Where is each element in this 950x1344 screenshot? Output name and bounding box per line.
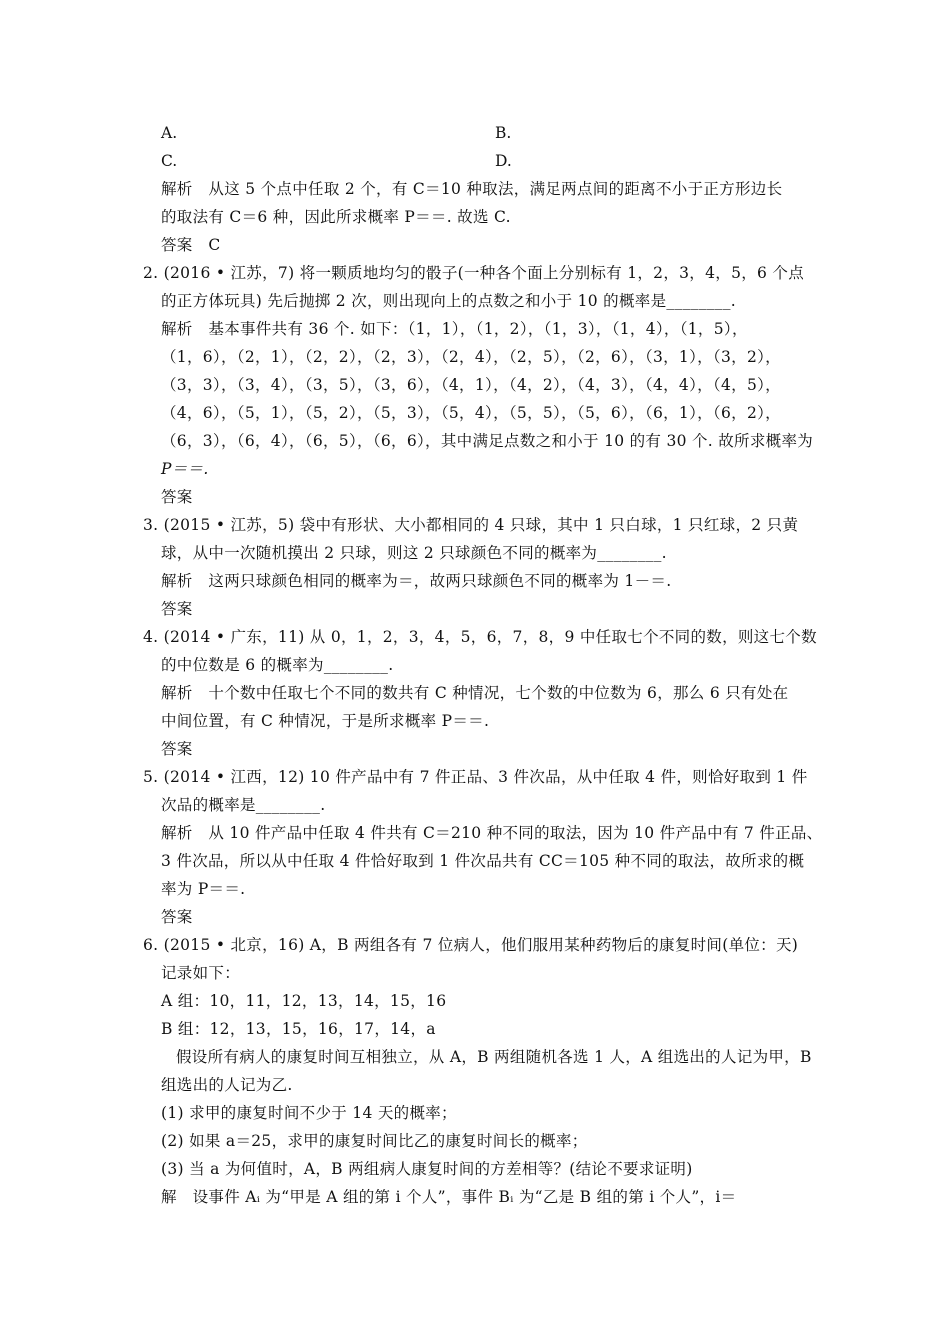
- sub-question-2: (2) 如果 a＝25，求甲的康复时间比乙的康复时间长的概率；: [161, 1132, 588, 1150]
- answer-label: 答案: [161, 740, 193, 758]
- question-3: 3. (2015 • 江苏，5) 袋中有形状、大小都相同的 4 只球，其中 1 只白球，1 只红球，2 只黄: [143, 516, 799, 534]
- text-line: 组选出的人记为乙.: [161, 1076, 293, 1094]
- text-line: 解析 十个数中任取七个不同的数共有 C 种情况，七个数的中位数为 6，那么 6 只有处在: [161, 684, 789, 702]
- sub-question-1: (1) 求甲的康复时间不少于 14 天的概率；: [161, 1104, 457, 1122]
- text-line: 的取法有 C＝6 种，因此所求概率 P＝＝. 故选 C.: [161, 208, 511, 226]
- option-b: B.: [495, 124, 512, 142]
- text-line: 球，从中一次随机摸出 2 只球，则这 2 只球颜色不同的概率为________.: [161, 544, 667, 562]
- text-line: 的中位数是 6 的概率为________.: [161, 656, 394, 674]
- answer-label: 答案: [161, 488, 193, 506]
- text-line: 答案 C: [161, 236, 221, 254]
- text-line: （4，6），（5，1），（5，2），（5，3），（5，4），（5，5），（5，6），（6，1），（6，2），: [161, 404, 781, 422]
- text-line: 记录如下：: [161, 964, 241, 982]
- text-line: 中间位置，有 C 种情况，于是所求概率 P＝＝.: [161, 712, 490, 730]
- text-line: 的正方体玩具) 先后抛掷 2 次，则出现向上的点数之和小于 10 的概率是________.: [161, 292, 736, 310]
- text-line: 3 件次品，所以从中任取 4 件恰好取到 1 件次品共有 CC＝105 种不同的取法，故所求的概: [161, 852, 805, 870]
- option-d: D.: [495, 152, 512, 170]
- option-a: A.: [161, 124, 178, 142]
- answer-label: 答案: [161, 908, 193, 926]
- text-line: （6，3），（6，4），（6，5），（6，6），其中满足点数之和小于 10 的有 30 个. 故所求概率为: [161, 432, 814, 450]
- option-c: C.: [161, 152, 178, 170]
- text-line: 解析 从 10 件产品中任取 4 件共有 C＝210 种不同的取法，因为 10 件产品中有 7 件正品、: [161, 824, 823, 842]
- text-line: 解析 这两只球颜色相同的概率为＝，故两只球颜色不同的概率为 1－＝.: [161, 572, 672, 590]
- text-line: 假设所有病人的康复时间互相独立，从 A，B 两组随机各选 1 人，A 组选出的人记为甲，B: [176, 1048, 812, 1066]
- text-line: （1，6），（2，1），（2，2），（2，3），（2，4），（2，5），（2，6），（3，1），（3，2），: [161, 348, 781, 366]
- question-4: 4. (2014 • 广东，11) 从 0，1，2，3，4，5，6，7，8，9 中任取七个不同的数，则这七个数: [143, 628, 817, 646]
- text-line: 率为 P＝＝.: [161, 880, 246, 898]
- text-line: 次品的概率是________.: [161, 796, 326, 814]
- solution-line: 解 设事件 Aᵢ 为“甲是 A 组的第 i 个人”，事件 Bᵢ 为“乙是 B 组的第 i 个人”，i＝: [161, 1188, 737, 1206]
- text-line: 解析 从这 5 个点中任取 2 个，有 C＝10 种取法，满足两点间的距离不小于正方形边长: [161, 180, 783, 198]
- question-5: 5. (2014 • 江西，12) 10 件产品中有 7 件正品、3 件次品，从中任取 4 件，则恰好取到 1 件: [143, 768, 808, 786]
- group-a-data: A 组：10，11，12，13，14，15，16: [161, 992, 447, 1010]
- text-line: （3，3），（3，4），（3，5），（3，6），（4，1），（4，2），（4，3），（4，4），（4，5），: [161, 376, 781, 394]
- answer-label: 答案: [161, 600, 193, 618]
- sub-question-3: (3) 当 a 为何值时，A，B 两组病人康复时间的方差相等？(结论不要求证明): [161, 1160, 693, 1178]
- group-b-data: B 组：12，13，15，16，17，14，a: [161, 1020, 436, 1038]
- text-line: 解析 基本事件共有 36 个. 如下：（1，1），（1，2），（1，3），（1，4），（1，5），: [161, 320, 748, 338]
- question-6: 6. (2015 • 北京，16) A，B 两组各有 7 位病人，他们服用某种药物后的康复时间(单位：天): [143, 936, 799, 954]
- question-2: 2. (2016 • 江苏，7) 将一颗质地均匀的骰子(一种各个面上分别标有 1，2，3，4，5，6 个点: [143, 264, 805, 282]
- text-line: P＝＝.: [161, 460, 209, 478]
